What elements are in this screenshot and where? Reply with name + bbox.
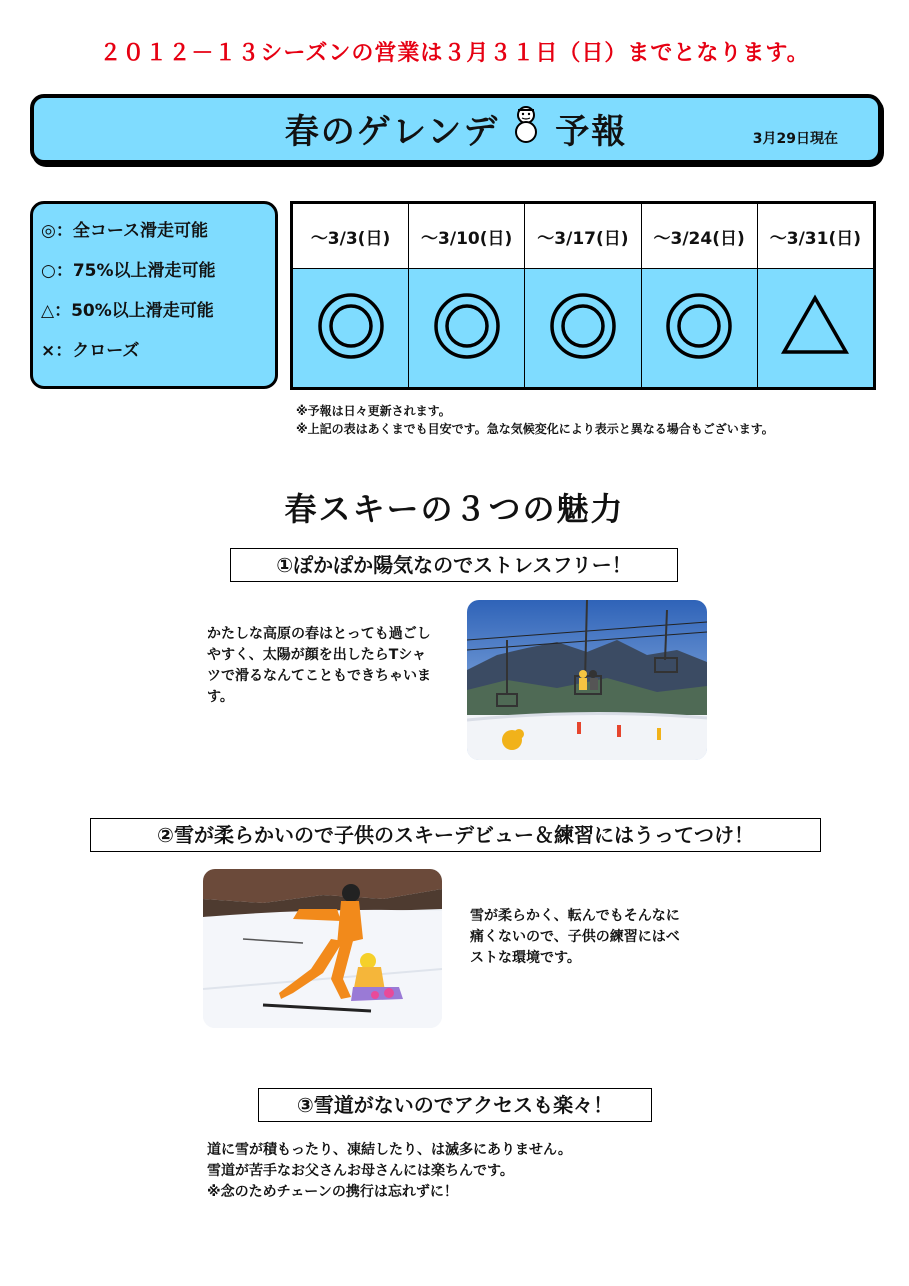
legend-box	[30, 201, 278, 389]
status-cell	[409, 269, 525, 389]
ski-lesson-photo	[203, 869, 442, 1028]
note-update: ※予報は日々更新されます。	[296, 404, 451, 418]
status-cell	[525, 269, 641, 389]
status-cell	[292, 269, 409, 389]
as-of-date: 3月29日現在	[752, 131, 838, 147]
snowman-icon	[509, 105, 543, 152]
forecast-header-row	[292, 203, 875, 269]
banner-title	[34, 104, 878, 153]
legend-item-all	[41, 216, 208, 241]
period-header: ～3/17(日)	[525, 203, 641, 269]
triangle-icon	[780, 294, 850, 358]
point-2-text: 雪が柔らかく、転んでもそんなに痛くないので、子供の練習にはベストな環境です。	[470, 908, 680, 966]
legend-label: ：75%以上滑走可能	[55, 261, 216, 281]
ski-lift-photo	[467, 600, 707, 760]
legend-symbol: △	[41, 301, 55, 321]
legend-item-closed	[41, 336, 139, 361]
double-circle-icon	[432, 291, 502, 361]
period-header: ～3/31(日)	[757, 203, 874, 269]
point-3-text	[207, 1140, 707, 1203]
point-3-line-1: 道に雪が積もったり、凍結したり、は滅多にありません。	[207, 1142, 572, 1158]
point-1-text: かたしな高原の春はとっても過ごしやすく、太陽が顔を出したらTシャツで滑るなんてこともできちゃいます。	[207, 626, 431, 705]
period-header: ～3/10(日)	[409, 203, 525, 269]
point-3-line-2: 雪道が苦手なお父さんお母さんには楽ちんです。	[207, 1163, 514, 1179]
legend-label: ：全コース滑走可能	[55, 221, 208, 241]
forecast-status-row	[292, 269, 875, 389]
forecast-banner	[30, 94, 882, 164]
point-2-heading: ②雪が柔らかいので子供のスキーデビュー＆練習にはうってつけ！	[90, 818, 821, 852]
legend-label: ：50%以上滑走可能	[54, 301, 214, 321]
period-header: ～3/3(日)	[292, 203, 409, 269]
point-1-heading: ①ぽかぽか陽気なのでストレスフリー！	[230, 548, 678, 582]
banner-title-right: 予報	[555, 112, 628, 152]
banner-title-left: 春のゲレンデ	[284, 112, 500, 152]
forecast-table	[290, 201, 876, 390]
legend-item-75	[41, 256, 216, 281]
point-3-line-3: ※念のためチェーンの携行は忘れずに！	[207, 1184, 458, 1200]
note-disclaimer: ※上記の表はあくまでも目安です。急な気候変化により表示と異なる場合もございます。	[296, 422, 774, 436]
double-circle-icon	[316, 291, 386, 361]
legend-item-50	[41, 296, 214, 321]
double-circle-icon	[664, 291, 734, 361]
section-title: 春スキーの３つの魅力	[284, 490, 625, 528]
legend-symbol: ◎	[41, 221, 56, 241]
season-notice: ２０１２－１３シーズンの営業は３月３１日（日）までとなります。	[99, 41, 810, 66]
point-3-heading: ③雪道がないのでアクセスも楽々！	[258, 1088, 652, 1122]
double-circle-icon	[548, 291, 618, 361]
period-header: ～3/24(日)	[641, 203, 757, 269]
legend-symbol: ○	[41, 261, 56, 281]
legend-symbol: ×	[41, 341, 56, 361]
status-cell	[757, 269, 874, 389]
legend-label: ：クローズ	[55, 341, 140, 361]
status-cell	[641, 269, 757, 389]
